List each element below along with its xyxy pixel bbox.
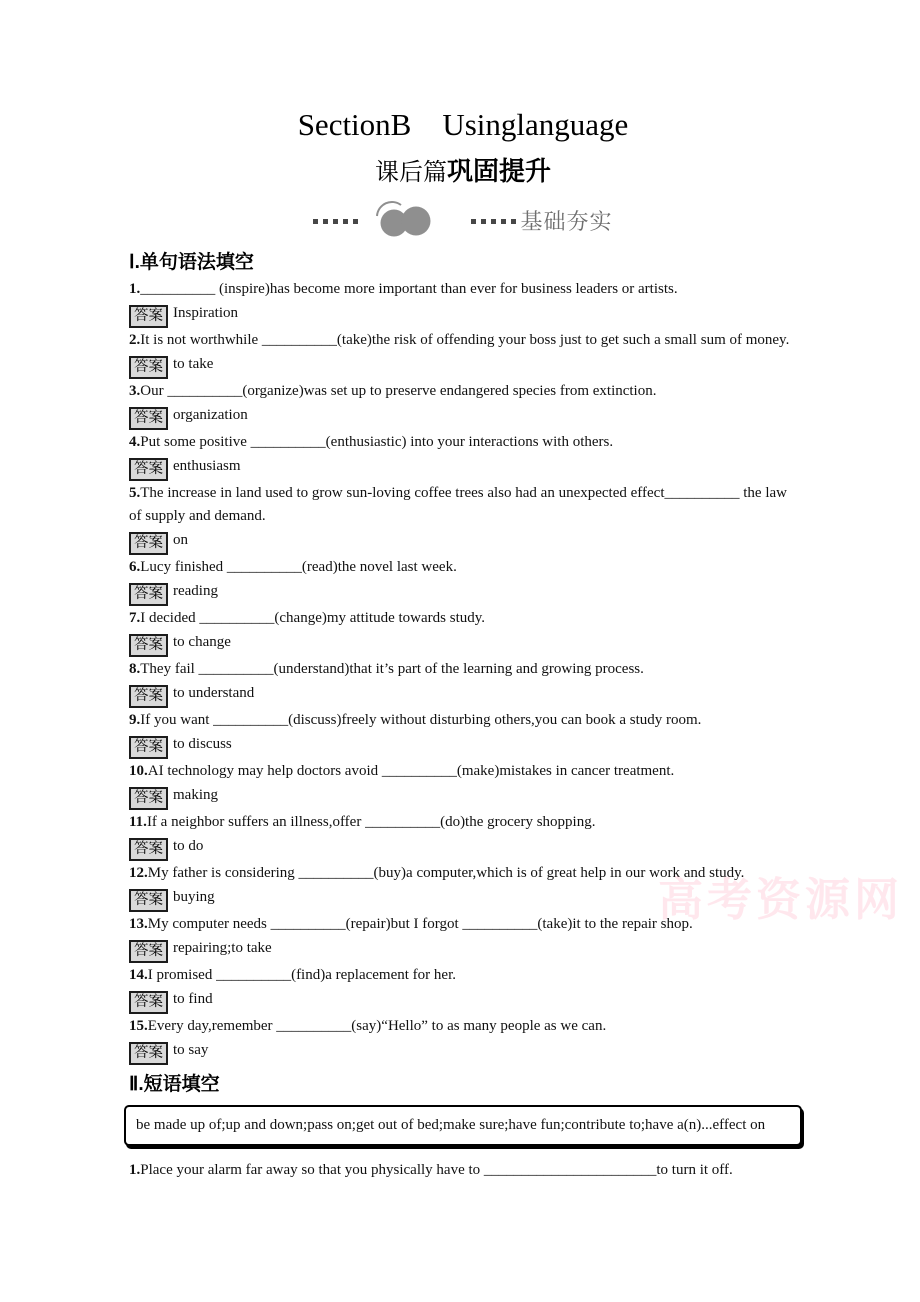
question-row	[129, 607, 797, 630]
answer-text: to say	[173, 1041, 209, 1058]
question-row	[129, 964, 797, 987]
question-number: 5.	[129, 484, 141, 501]
question-number: 11.	[129, 813, 147, 830]
question-row	[129, 709, 797, 732]
answer-row	[129, 783, 797, 810]
question-text: I promised __________(find)a replacement for her.	[147, 966, 456, 983]
question-number: 9.	[129, 711, 141, 728]
answer-row	[129, 885, 797, 912]
answer-badge: 答案	[129, 940, 168, 963]
answer-row	[129, 579, 797, 606]
question-row	[129, 811, 797, 834]
question-text: If a neighbor suffers an illness,offer __________(do)the grocery shopping.	[146, 813, 596, 830]
answer-text: enthusiasm	[173, 457, 241, 474]
question-text: They fail __________(understand)that it’s part of the learning and growing process.	[140, 660, 644, 677]
answer-row	[129, 352, 797, 379]
answer-row	[129, 681, 797, 708]
answer-row	[129, 936, 797, 963]
answer-text: repairing;to take	[173, 939, 272, 956]
word-bank-text: be made up of;up and down;pass on;get out of bed;make sure;have fun;contribute to;have a(n)...effect on	[136, 1116, 766, 1133]
overlapping-circles-icon	[369, 198, 435, 245]
answer-badge: 答案	[129, 889, 168, 912]
question-text: Put some positive __________(enthusiastic) into your interactions with others.	[140, 433, 614, 450]
question-text: Place your alarm far away so that you physically have to _______________________to turn it off.	[140, 1161, 733, 1178]
question-number: 4.	[129, 433, 141, 450]
question-number: 10.	[129, 762, 148, 779]
page-title: SectionB Usinglanguage	[297, 107, 629, 142]
word-bank-box	[124, 1105, 802, 1146]
answer-row	[129, 403, 797, 430]
question-row	[129, 1015, 797, 1038]
answer-row	[129, 301, 797, 328]
question-number: 1.	[129, 280, 141, 297]
answer-text: buying	[173, 888, 215, 905]
answer-badge: 答案	[129, 583, 168, 606]
answer-badge: 答案	[129, 356, 168, 379]
question-row	[129, 482, 797, 528]
answer-row	[129, 454, 797, 481]
dots-decoration-icon	[471, 219, 520, 224]
question-row	[129, 658, 797, 681]
answer-text: to find	[173, 990, 213, 1007]
answer-badge: 答案	[129, 991, 168, 1014]
answer-badge: 答案	[129, 532, 168, 555]
question-text: It is not worthwhile __________(take)the risk of offending your boss just to get such a small sum of money.	[140, 331, 790, 348]
worksheet-content	[129, 106, 797, 1182]
subtitle-emphasis: 巩固提升	[446, 155, 551, 186]
answer-badge: 答案	[129, 838, 168, 861]
answer-text: to discuss	[173, 735, 232, 752]
answer-badge: 答案	[129, 458, 168, 481]
question-row	[129, 1159, 797, 1182]
answer-text: to do	[173, 837, 204, 854]
question-row	[129, 913, 797, 936]
question-row	[129, 278, 797, 301]
question-text: Every day,remember __________(say)“Hello” to as many people as we can.	[147, 1017, 607, 1034]
question-number: 13.	[129, 915, 148, 932]
question-row	[129, 862, 797, 885]
answer-badge: 答案	[129, 787, 168, 810]
answer-badge: 答案	[129, 407, 168, 430]
answer-text: organization	[173, 406, 248, 423]
question-number: 1.	[129, 1161, 141, 1178]
question-number: 2.	[129, 331, 141, 348]
answer-row	[129, 987, 797, 1014]
section-banner	[129, 201, 797, 243]
answer-text: making	[173, 786, 218, 803]
answer-badge: 答案	[129, 1042, 168, 1065]
question-text: __________ (inspire)has become more important than ever for business leaders or artists.	[140, 280, 678, 297]
question-text: I decided __________(change)my attitude towards study.	[140, 609, 486, 626]
answer-badge: 答案	[129, 736, 168, 759]
question-row	[129, 556, 797, 579]
question-row	[129, 431, 797, 454]
question-number: 6.	[129, 558, 141, 575]
answer-text: to change	[173, 633, 231, 650]
answer-text: on	[173, 531, 188, 548]
question-row	[129, 380, 797, 403]
question-number: 15.	[129, 1017, 148, 1034]
answer-row	[129, 630, 797, 657]
question-text: Our __________(organize)was set up to preserve endangered species from extinction.	[140, 382, 657, 399]
question-text: The increase in land used to grow sun-loving coffee trees also had an unexpected effect__________ the law of supply and demand.	[129, 484, 787, 524]
answer-text: reading	[173, 582, 218, 599]
question-number: 12.	[129, 864, 148, 881]
dots-decoration-icon	[313, 219, 362, 224]
section2-heading: Ⅱ.短语填空	[129, 1073, 220, 1095]
answer-text: to understand	[173, 684, 255, 701]
watermark: 高考资源网	[658, 874, 904, 925]
answer-text: to take	[173, 355, 214, 372]
question-number: 3.	[129, 382, 141, 399]
question-text: My computer needs __________(repair)but I forgot __________(take)it to the repair shop.	[147, 915, 693, 932]
question-text: If you want __________(discuss)freely without disturbing others,you can book a study room.	[140, 711, 702, 728]
question-text: Lucy finished __________(read)the novel last week.	[140, 558, 457, 575]
subtitle	[129, 154, 797, 193]
question-text: My father is considering __________(buy)a computer,which is of great help in our work and study.	[147, 864, 745, 881]
question-number: 7.	[129, 609, 141, 626]
section1-heading: Ⅰ.单句语法填空	[129, 251, 254, 273]
answer-row	[129, 528, 797, 555]
question-text: AI technology may help doctors avoid __________(make)mistakes in cancer treatment.	[147, 762, 675, 779]
answer-badge: 答案	[129, 634, 168, 657]
subtitle-prefix: 课后篇	[374, 159, 447, 186]
question-number: 8.	[129, 660, 141, 677]
question-row	[129, 329, 797, 352]
answer-row	[129, 732, 797, 759]
answer-badge: 答案	[129, 685, 168, 708]
answer-badge: 答案	[129, 305, 168, 328]
answer-row	[129, 1038, 797, 1065]
answer-row	[129, 834, 797, 861]
answer-text: Inspiration	[173, 304, 238, 321]
banner-label: 基础夯实	[520, 208, 613, 234]
question-number: 14.	[129, 966, 148, 983]
question-row	[129, 760, 797, 783]
